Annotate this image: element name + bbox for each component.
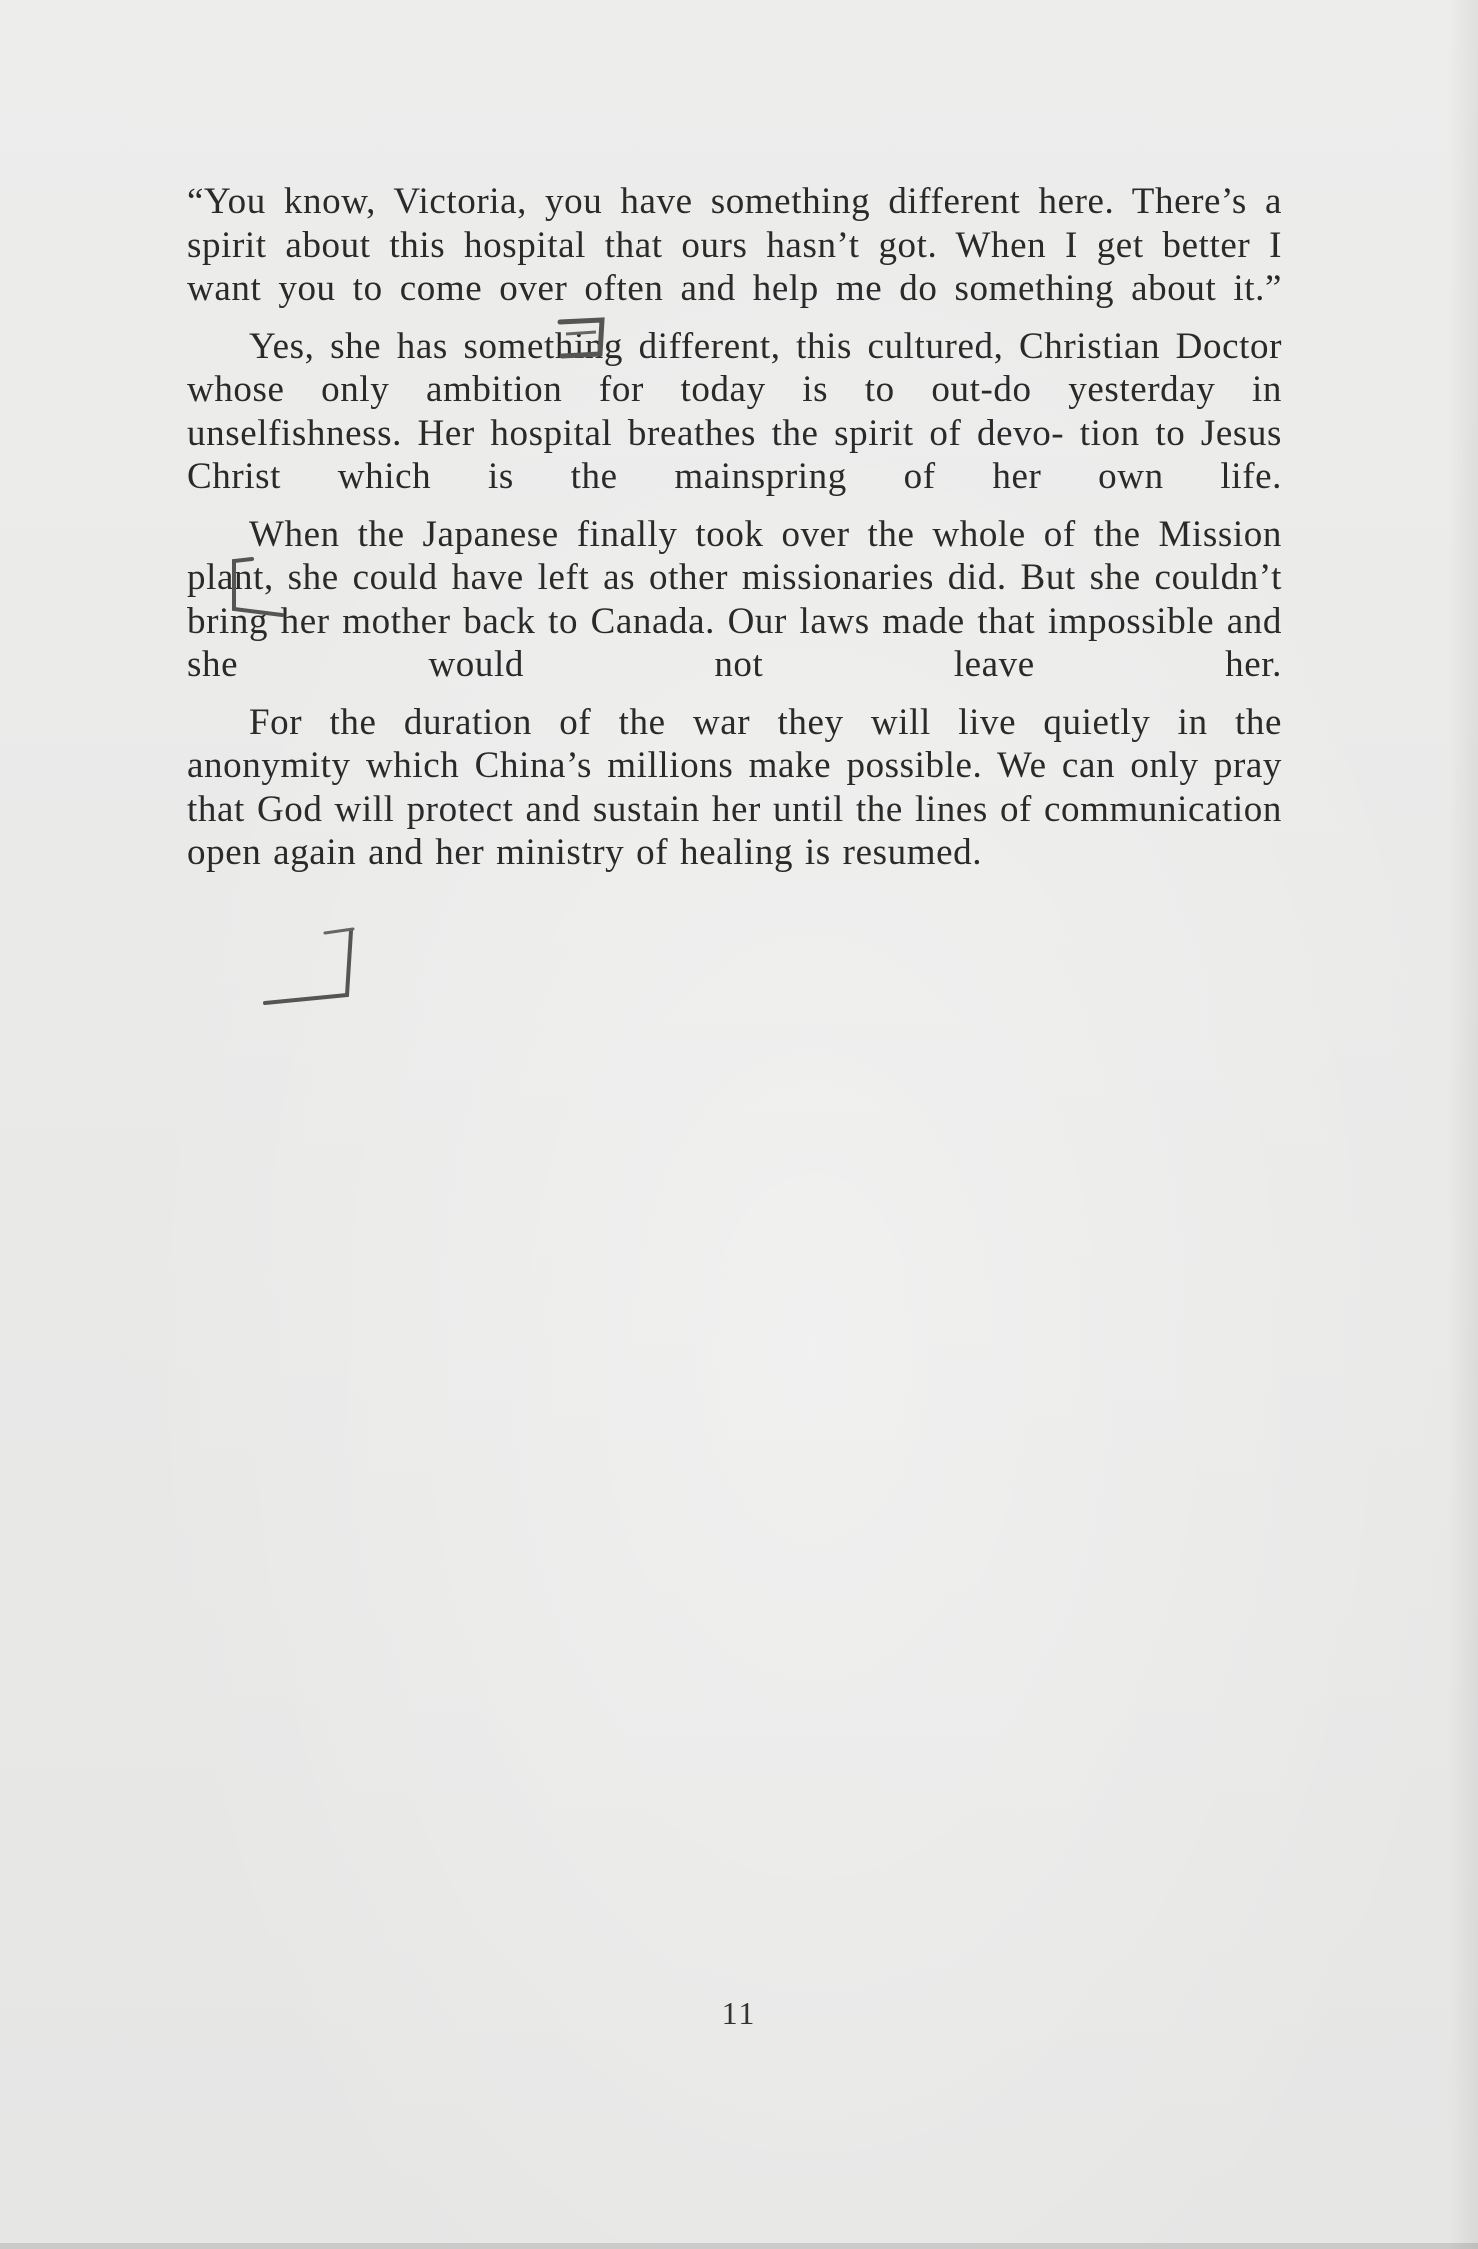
page-bottom-edge — [0, 2243, 1478, 2249]
paragraph-doctor: Yes, she has something different, this cultured, Christian Doctor whose only ambition for today is to out-do yesterday in unselfishness. Her hospital breathes the spirit of devo- tion to Jesus Christ which is the mainspring of her own life. — [187, 325, 1282, 497]
pencil-bracket-end-last — [255, 925, 365, 1010]
paragraph-duration: For the duration of the war they will live quietly in the anonymity which China’s millions make possible. We can only pray that God will protect and sustain her until the lines of communication open again and her ministry of healing is resumed. — [187, 701, 1282, 873]
paragraph-quote: “You know, Victoria, you have something different here. There’s a spirit about this hospital that ours hasn’t got. When I get better I want you to come over often and help me do something about it.” — [187, 181, 1282, 309]
page-number: 11 — [721, 1995, 757, 2031]
page-edge-shadow — [1448, 0, 1478, 2249]
body-text — [187, 180, 1282, 889]
paragraph-japanese: When the Japanese finally took over the whole of the Mission plant, she could have left as other missionaries did. But she couldn’t bring her mother back to Canada. Our laws made that impossible and she would not leave her. — [187, 513, 1282, 685]
